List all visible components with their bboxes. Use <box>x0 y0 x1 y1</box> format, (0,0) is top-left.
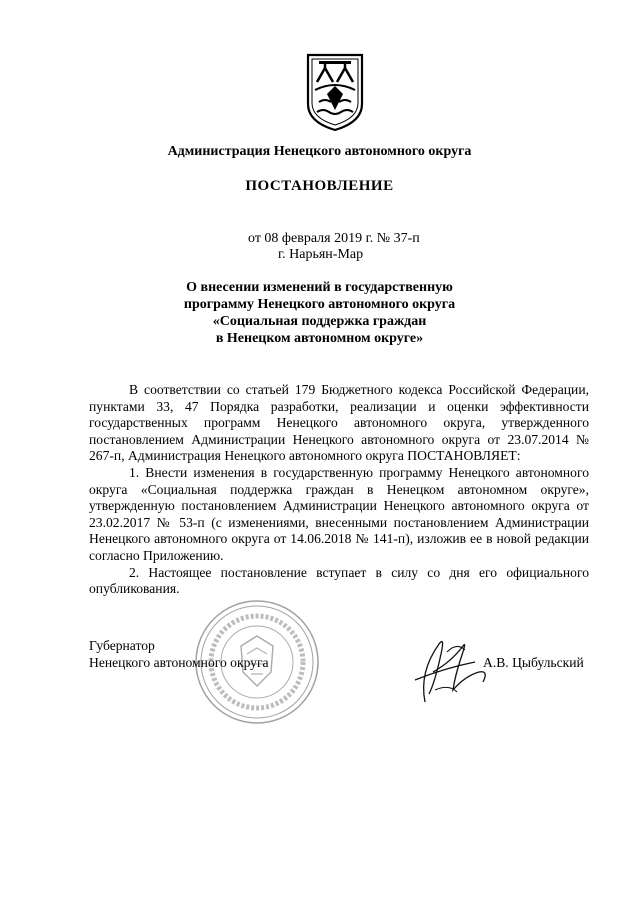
title-line: О внесении изменений в государственную <box>186 280 453 295</box>
organization-name: Администрация Ненецкого автономного округа <box>167 144 472 159</box>
body-paragraph: 2. Настоящее постановление вступает в силу со дня его официального опубликования. <box>89 564 589 597</box>
signatory-position-line: Ненецкого автономного округа <box>89 655 269 670</box>
signatory-position-line: Губернатор <box>89 638 155 653</box>
signatory-name: А.В. Цыбульский <box>483 655 584 670</box>
coat-of-arms-icon <box>305 52 365 132</box>
title-line: в Ненецком автономном округе» <box>215 331 424 346</box>
body-paragraph: В соответствии со статьей 179 Бюджетного кодекса Российской Федерации, пунктами 33, 47 Порядка разработки, реализации и оценки эффективности государственных программ Ненецкого автономного округа, утвержденного постановлением Администрации Ненецкого автономного округа от 23.07.2014 № 267-п, Администрация Ненецкого автономного округа ПОСТАНОВЛЯЕТ: <box>89 382 589 464</box>
signatory-position <box>89 637 269 671</box>
body-paragraph: 1. Внести изменения в государственную программу Ненецкого автономного округа «Социальная поддержка граждан в Ненецком автономном округе», утвержденную постановлением Администрации Ненецкого автономного округа от 23.02.2017 № 53-п (с изменениями, внесенными постановлением Администрации Ненецкого автономного округа от 14.06.2018 № 141-п), изложив ее в новой редакции согласно Приложению. <box>89 464 589 563</box>
document-type: ПОСТАНОВЛЕНИЕ <box>245 178 394 194</box>
document-city: г. Нарьян-Мар <box>278 247 364 262</box>
title-line: программу Ненецкого автономного округа <box>183 297 456 312</box>
title-line: «Социальная поддержка граждан <box>212 314 427 329</box>
document-title <box>0 279 639 347</box>
document-body <box>89 382 589 598</box>
handwritten-signature-icon <box>405 632 495 707</box>
document-date-number: от 08 февраля 2019 г. № 37-п <box>248 231 420 246</box>
